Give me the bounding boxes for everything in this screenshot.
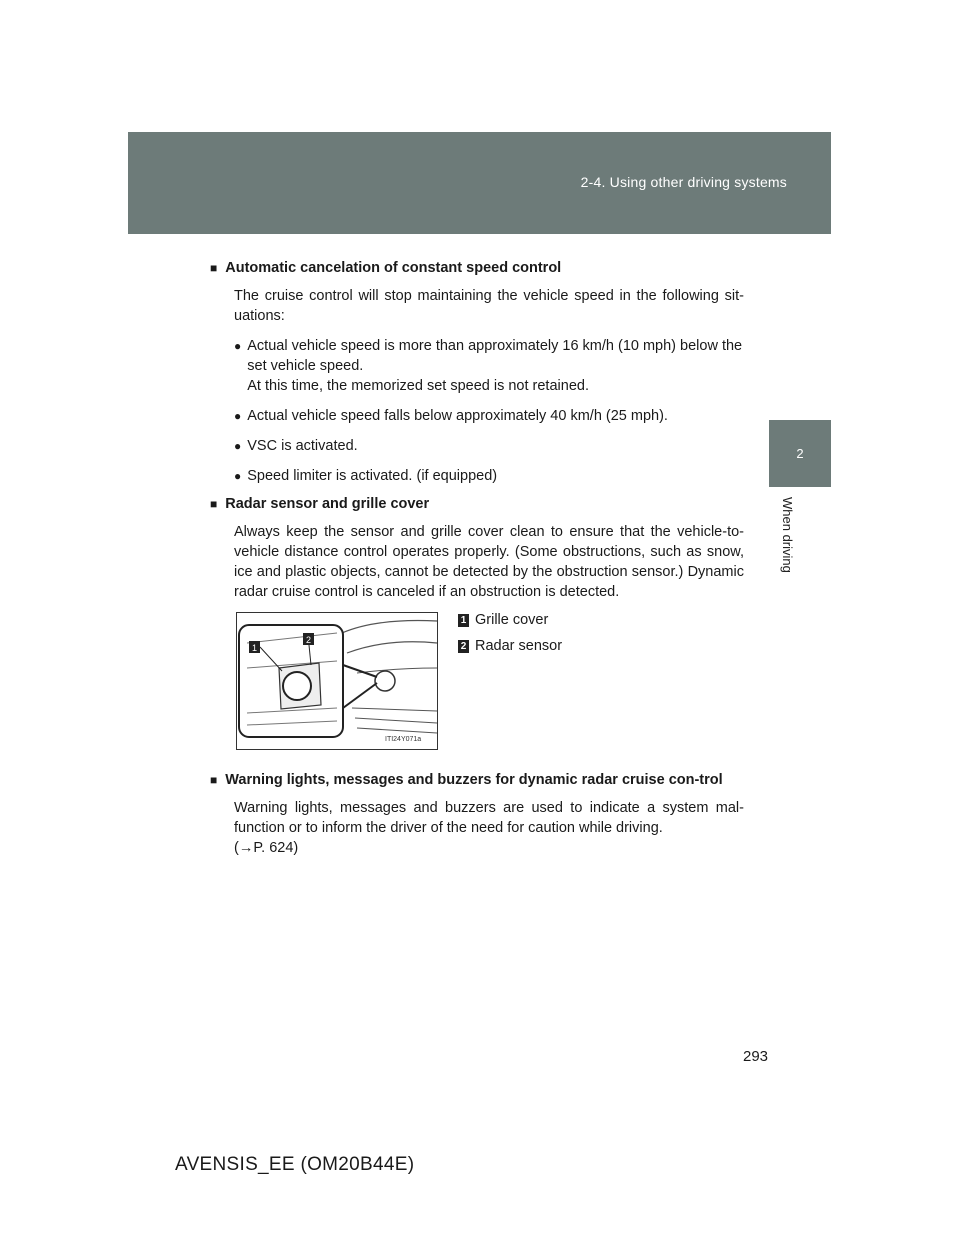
chapter-title: When driving [780,497,795,573]
page-content [210,260,744,868]
svg-text:1: 1 [251,643,258,653]
square-bullet-icon: ■ [210,497,218,511]
document-code: AVENSIS_EE (OM20B44E) [175,1154,415,1175]
square-bullet-icon: ■ [210,261,218,275]
section-title: 2-4. Using other driving systems [580,174,787,190]
car-front-illustration [237,613,437,749]
circle-bullet-icon: ● [234,409,242,423]
list-item: ● Actual vehicle speed is more than approximately 16 km/h (10 mph) below the set vehicle speed. At this time, the memorized set speed is not retained. [234,338,743,394]
svg-text:2: 2 [305,635,312,645]
svg-text:ITI24Y071a: ITI24Y071a [385,736,422,743]
circle-bullet-icon: ● [234,469,242,483]
page-reference-link[interactable]: (→P. 624) [234,840,299,856]
number-badge: 2 [458,640,469,653]
paragraph: Always keep the sensor and grille cover clean to ensure that the vehicle-to-vehicle distance control operates properly. (Some obstructions, such as snow, ice and plastic objects, cannot be detected by the obstruction sensor.) Dynamic radar cruise control is canceled if an obstruction is detected. [234,524,744,600]
chapter-tab: 2 [769,420,831,487]
number-badge: 1 [458,614,469,627]
section-heading-warning: ■ Warning lights, messages and buzzers for dynamic radar cruise con-trol [210,772,723,788]
list-item: ● Actual vehicle speed falls below approximately 40 km/h (25 mph). [234,408,668,424]
figure-legend [458,612,562,664]
header-band [128,132,831,234]
side-column [769,234,831,1224]
paragraph: Warning lights, messages and buzzers are used to indicate a system mal-function or to inform the driver of the need for caution while driving. (→P. 624) [234,800,744,856]
figure [236,612,744,762]
square-bullet-icon: ■ [210,773,218,787]
legend-item: 2 Radar sensor [458,638,562,654]
list-item: ● Speed limiter is activated. (if equipped) [234,468,498,484]
paragraph: The cruise control will stop maintaining the vehicle speed in the following sit-uations: [234,288,744,324]
list-item: ● VSC is activated. [234,438,358,454]
circle-bullet-icon: ● [234,339,242,353]
section-heading-radar: ■ Radar sensor and grille cover [210,496,430,512]
radar-illustration [236,612,438,750]
circle-bullet-icon: ● [234,439,242,453]
legend-item: 1 Grille cover [458,612,562,628]
page-number: 293 [743,1048,769,1065]
section-heading-auto-cancel: ■ Automatic cancelation of constant speed control [210,260,562,276]
